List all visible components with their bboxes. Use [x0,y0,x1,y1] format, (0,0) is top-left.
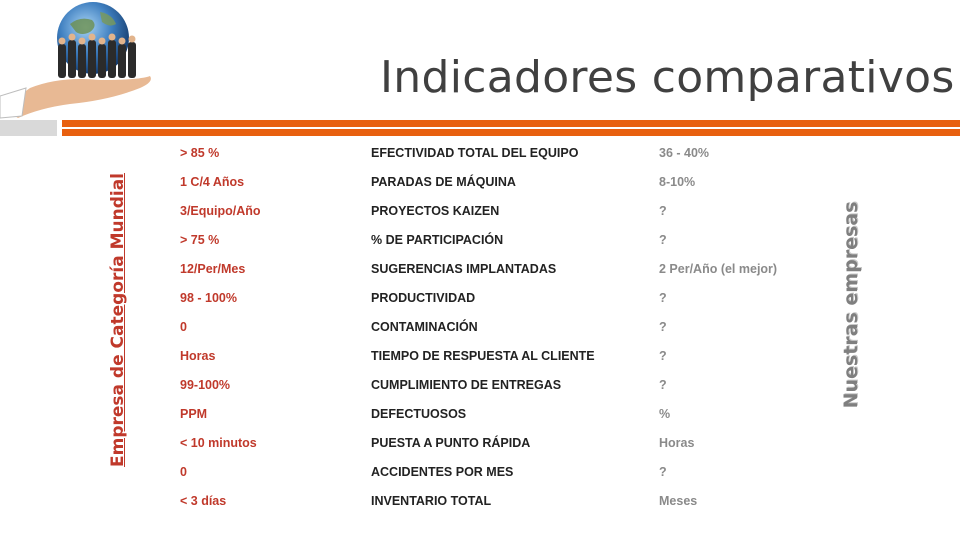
header-divider-accent [62,120,960,136]
indicator-name: CUMPLIMIENTO DE ENTREGAS [371,378,562,392]
indicator-name: PROYECTOS KAIZEN [371,204,500,218]
globe-hand-logo-icon [0,0,160,120]
our-companies-value: ? [659,204,667,218]
our-companies-value: % [659,407,671,421]
our-companies-value: 2 Per/Año (el mejor) [659,262,778,276]
indicator-name: CONTAMINACIÓN [371,320,478,334]
indicator-name: PARADAS DE MÁQUINA [371,175,516,189]
our-companies-value: ? [659,320,667,334]
indicator-name: SUGERENCIAS IMPLANTADAS [371,262,557,276]
world-class-value: 0 [180,320,187,334]
our-companies-value: ? [659,378,667,392]
our-companies-value: Meses [659,494,698,508]
world-class-value: 98 - 100% [180,291,237,305]
table-row [0,204,960,226]
our-companies-value: 36 - 40% [659,146,710,160]
table-row [0,349,960,371]
world-class-value: < 3 días [180,494,227,508]
world-class-value: 0 [180,465,187,479]
indicator-name: PUESTA A PUNTO RÁPIDA [371,436,531,450]
our-companies-vertical-label: Nuestras empresas [840,201,862,409]
world-class-value: < 10 minutos [180,436,257,450]
indicator-name: PRODUCTIVIDAD [371,291,476,305]
indicator-name: EFECTIVIDAD TOTAL DEL EQUIPO [371,146,579,160]
table-row [0,378,960,400]
table-row [0,233,960,255]
world-class-value: 3/Equipo/Año [180,204,261,218]
table-row [0,175,960,197]
table-row [0,407,960,429]
table-row [0,291,960,313]
table-row [0,465,960,487]
indicator-name: % DE PARTICIPACIÓN [371,233,504,247]
table-row [0,436,960,458]
world-class-value: Horas [180,349,216,363]
world-class-value: 12/Per/Mes [180,262,246,276]
page-title: Indicadores comparativos [380,52,955,103]
table-row [0,320,960,342]
indicator-name: TIEMPO DE RESPUESTA AL CLIENTE [371,349,595,363]
world-class-value: > 75 % [180,233,220,247]
indicator-name: INVENTARIO TOTAL [371,494,492,508]
our-companies-value: Horas [659,436,695,450]
world-class-value: 99-100% [180,378,231,392]
world-class-value: > 85 % [180,146,220,160]
table-row [0,494,960,516]
table-row [0,262,960,284]
world-class-value: PPM [180,407,208,421]
world-class-value: 1 C/4 Años [180,175,245,189]
our-companies-value: ? [659,465,667,479]
indicator-name: ACCIDENTES POR MES [371,465,514,479]
indicator-name: DEFECTUOSOS [371,407,467,421]
our-companies-value: ? [659,291,667,305]
world-class-vertical-label: Empresa de Categoría Mundial [108,172,128,468]
our-companies-value: ? [659,233,667,247]
our-companies-value: 8-10% [659,175,696,189]
table-row [0,146,960,168]
our-companies-value: ? [659,349,667,363]
header-divider-gray [0,120,57,136]
